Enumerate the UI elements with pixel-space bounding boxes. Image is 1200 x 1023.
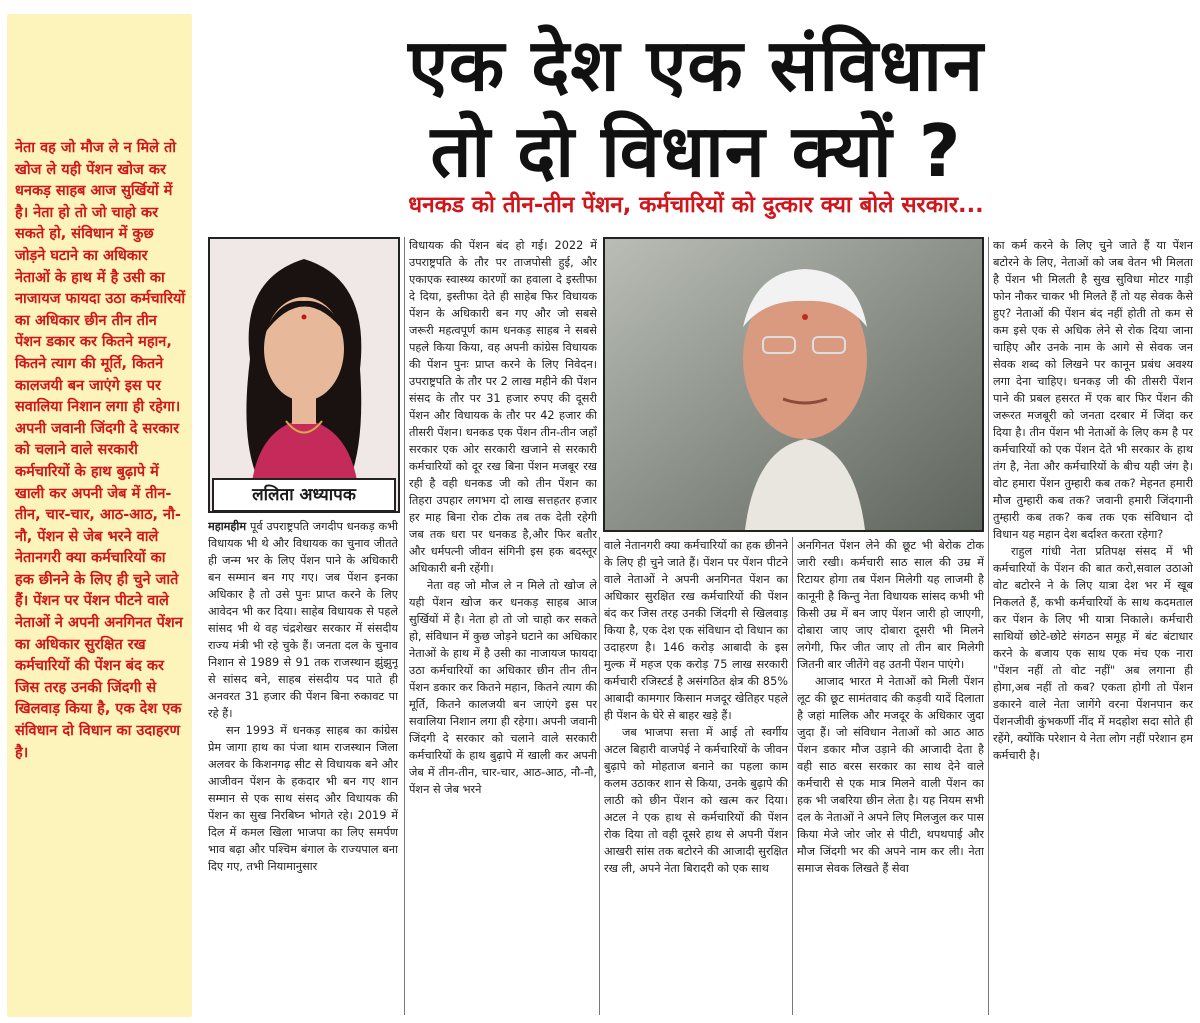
paragraph: नेता वह जो मौज ले न मिले तो खोज ले यही पेंशन खोज कर धनकड़ साहब आज सुर्खियों में है। नेता हो तो जो चाहो कर सकते हो, संविधान में कुछ जोड़ने घटाने का अधिकार नेताओं के हाथ में है उसी का नाजायज फायदा उठा कर्मचारियों का अधिकार छीन तीन तीन पेंशन डकार कर कितने महान, कितने त्याग की मूर्ति, कितने कालजयी बन जाएंगे इस पर सवालिया निशान लगा ही रहेगा। अपनी जवानी जिंदगी दे सरकार को चलाने वाले सरकारी कर्मचारियों के हाथ बुढ़ापे में खाली कर अपनी जेब में तीन-तीन, चार-चार, आठ-आठ, नौ-नौ, पेंशन से जेब भरने [409, 579, 597, 796]
paragraph: राहुल गांधी नेता प्रतिपक्ष संसद में भी कर्मचारियों के पेंशन की बात करो,सवाल उठाओ वोट बटोरने ने के लिए यात्रा देश भर में खूब निकलते हैं, कभी कर्मचारियों के साथ कदमताल कर पेंशन के लिए भी यात्रा निकाले। कर्मचारी साथियों छोटे-छोटे संगठन समूह में बंट बंटाधार करने के बजाय एक साथ एक मंच एक नारा "पेंशन नहीं तो वोट नहीं" अब लगाना ही होगा,अब नहीं तो कब? एकता होगी तो पेंशन डकारने वाले नेता जागेंगे वरना पेंशनपान कर पेंशनजीवी कुंभकर्णी नींद में मदहोश सदा सोते ही रहेंगे, क्योंकि परेशान ये नेता लोग नहीं परेशान हम कर्मचारी है। [993, 545, 1193, 762]
paragraph: वाले नेतानगरी क्या कर्मचारियों का हक छीनने के लिए ही चुने जाते हैं। पेंशन पर पेंशन पीटने वाले नेताओं ने अपनी अनगिनत पेंशन का अधिकार सुरक्षित रख कर्मचारियों की पेंशन बंद कर जिस तरह उनकी जिंदगी से खिलवाड़ किया है, एक देश एक संविधान दो विधान का उदाहरण है। 146 करोड़ आबादी के इस मुल्क में महज एक करोड़ 75 लाख सरकारी कर्मचारी रजिस्टर्ड है असंगठित क्षेत्र की 85% आबादी कामगार किसान मजदूर खेतिहर पहले ही पेंशन के घेरे से बाहर खड़े हैं। [604, 539, 788, 722]
subject-portrait-image [605, 239, 982, 530]
column-divider [404, 237, 405, 1015]
lead-word: महामहीम [208, 520, 247, 533]
author-caption: ललिता अध्यापक [212, 478, 396, 512]
article-column-4 [797, 537, 984, 1018]
paragraph: का कर्म करने के लिए चुने जाते हैं या पेंशन बटोरने के लिए, नेताओं को जब वेतन भी मिलता है पेंशन भी मिलती है सुख सुविधा मोटर गाड़ी फोन नौकर चाकर भी मिलते हैं तो यह सेवक कैसे हुए? नेताओं की पेंशन बंद नहीं होती तो कम से कम इसे एक से अधिक लेने से रोक दिया जाना चाहिए और उनके नाम के आगे से सेवक जन सेवक शब्द को लिखने पर कानून प्रबंध अवश्य लगा देना चाहिए। धनकड़ जी की तीसरी पेंशन पाने की प्रबल हसरत में एक बार फिर पेंशन की जरूरत मजबूरी को जनता दरबार में जिंदा कर दिया है। तीन पेंशन भी नेताओं के लिए कम है पर कर्मचारियों को एक पेंशन देते भी सरकार के हाथ तंग है, नेता और कर्मचारियों के बीच यही जंग है। वोट हमारा पेंशन तुम्हारी कब तक? मेहनत हमारी मौज तुम्हारी कब तक? जवानी हमारी जिंदगानी तुम्हारी कब तक? कब तक एक संविधान दो विधान यह महान देश बर्दाश्त करता रहेगा? [993, 239, 1193, 541]
article-column-3 [604, 537, 788, 1018]
headline-line-2: तो दो विधान क्यों ? [430, 109, 962, 193]
paragraph: अनगिनत पेंशन लेने की छूट भी बेरोक टोक जारी रखी। कर्मचारी साठ साल की उम्र में रिटायर होगा तब पेंशन मिलेगी यह लाजमी है कानूनी है किन्तु नेता विधायक सांसद कभी भी किसी उम्र में बन जाए पेंशन जारी हो जाएगी, दोबारा जाए जाए दोबारा दूसरी भी मिलने लगेगी, फिर जीत जाए तो तीन बार मिलेगी जितनी बार जीतेंगे वह उतनी पेंशन पाएंगे। [797, 539, 984, 671]
headline [200, 22, 1192, 194]
article-column-5 [993, 237, 1193, 1018]
paragraph: विधायक की पेंशन बंद हो गई। 2022 में उपराष्ट्रपति के तौर पर ताजपोसी हुई, और एकाएक स्वास्थ्य कारणों का हवाला दे इस्तीफा दे दिया, इस्तीफा देते ही साहेब फिर विधायक पेंशन के अधिकारी बन गए और जो सबसे जरूरी महत्वपूर्ण काम धनकड़ साहब ने सबसे पहले किया किया, वह अपनी कांग्रेस विधायक की पेंशन पुनः प्राप्त करने के लिए निवेदन। उपराष्ट्रपति के तौर पर 2 लाख महीने की पेंशन संसद के तौर पर 31 हजार रुपए की दूसरी पेंशन और विधायक के तौर पर 42 हजार की तीसरी पेंशन। धनकड एक पेंशन तीन-तीन जहाँ सरकार एक ओर सरकारी खजाने से सरकारी कर्मचारियों को दूर रख बिना पेंशन मजबूर रख रही है वही धनकड जी को तीन पेंशन का तिहरा उपहार लगभग दो लाख सत्तहतर हजार हर माह बिना रोक टोक तब तक देती रहेगी जब तक धरा पर धनकड है,और फिर बतौर और धर्मपत्नी जीवन संगिनी इस हक बदस्तूर अधिकारी बनी रहेंगी। [409, 239, 597, 575]
article-column-2 [409, 237, 597, 1018]
headline-line-1: एक देश एक संविधान [408, 23, 984, 107]
paragraph: पूर्व उपराष्ट्रपति जगदीप धनकड़ कभी विधायक भी थे और विधायक का चुनाव जीतते ही जन्म भर के लिए पेंशन पाने के अधिकारी बन सम्मान बन गए गए। जब पेंशन इनका अधिकार है तो उसे पुनः प्राप्त करने के लिए आवेदन भी कर दिया। साहेब विधायक से पहले सांसद भी थे वह चंद्रशेखर सरकार में संसदीय राज्य मंत्री भी रहे चुके हैं। जनता दल के चुनाव निशान से 1989 से 91 तक राजस्थान झुंझुनू से सांसद बने, साहब संसदीय पद पाते ही अनवरत 31 हजार की पेंशन बिना रुकावट पा रहे हैं। [208, 520, 398, 720]
sidebar-box [7, 14, 192, 1017]
column-divider [988, 237, 989, 1015]
author-portrait-image [210, 239, 398, 511]
column-divider [599, 537, 600, 1015]
paragraph: आजाद भारत मे नेताओं को मिली पेंशन लूट की छूट सामंतवाद की कड़वी यादें दिलाता है जहां मालिक और मजदूर के अधिकार जुदा जुदा हैं। जो संविधान नेताओं को आठ आठ पेंशन डकार मौज उड़ाने की आजादी देता है वही साठ बरस सरकार का साथ देने वाले कर्मचारी से एक मात्र मिलने वाली पेंशन का हक भी जबरिया छीन लेता है। यह नियम सभी दल के नेताओं ने अपने लिए मिलजुल कर पास किया मेजे जोर जोर से पीटी, थपथपाई और मौज जिंदगी भर की अपने नाम कर ली। नेता समाज सेवक लिखते हैं सेवा [797, 675, 984, 875]
paragraph: जब भाजपा सत्ता में आई तो स्वर्गीय अटल बिहारी वाजपेई ने कर्मचारियों के जीवन बुढ़ापे को मोहताज बनाने का पहला काम कलम उठाकर शान से किया, उनके बुढ़ापे की लाठी को छीन पेंशन को खत्म कर दिया। अटल ने एक हाथ से कर्मचारियों की पेंशन रोक दिया तो वही दूसरे हाथ से अपनी पेंशन आखरी सांस तक बटोरने की आजादी सुरक्षित रख ली, अपने नेता बिरादरी को एक साथ [604, 726, 788, 875]
article-column-1 [208, 518, 398, 1018]
author-photo [208, 237, 400, 513]
subject-photo [603, 237, 984, 532]
sidebar-text: नेता वह जो मौज ले न मिले तो खोज ले यही पेंशन खोज कर धनकड़ साहब आज सुर्खियों में है। नेता हो तो जो चाहो कर सकते हो, संविधान में कुछ जोड़ने घटाने का अधिकार नेताओं के हाथ में है उसी का नाजायज फायदा उठा कर्मचारियों का अधिकार छीन तीन तीन पेंशन डकार कर कितने महान, कितने त्याग की मूर्ति, कितने कालजयी बन जाएंगे इस पर सवालिया निशान लगा ही रहेगा। अपनी जवानी जिंदगी दे सरकार को चलाने वाले सरकारी कर्मचारियों के हाथ बुढ़ापे में खाली कर अपनी जेब में तीन-तीन, चार-चार, आठ-आठ, नौ-नौ, पेंशन से जेब भरने वाले नेतानगरी क्या कर्मचारियों का हक छीनने के लिए ही चुने जाते हैं। पेंशन पर पेंशन पीटने वाले नेताओं ने अपनी अनगिनत पेंशन का अधिकार सुरक्षित रख कर्मचारियों की पेंशन बंद कर जिस तरह उनकी जिंदगी से खिलवाड़ किया है, एक देश एक संविधान दो विधान का उदाहरण है। [15, 140, 186, 761]
paragraph: सन 1993 में धनकड़ साहब का कांग्रेस प्रेम जागा हाथ का पंजा थाम राजस्थान जिला अलवर के किशनगढ़ सीट से विधायक बने और आजीवन पेंशन के हकदार भी बन गए शान सम्मान से एक साथ संसद और विधायक की पेंशन का सुख निरबिघ्न भोगते रहे। 2019 में दिल में कमल खिला भाजपा का लिए समर्पण भाव बढ़ा और पश्चिम बंगाल के राज्यपाल बना दिए गए, तभी नियामानुसार [208, 724, 398, 873]
subheadline: धनकड को तीन-तीन पेंशन, कर्मचारियों को दुत्कार क्या बोले सरकार... [408, 192, 984, 218]
column-divider [792, 537, 793, 1015]
